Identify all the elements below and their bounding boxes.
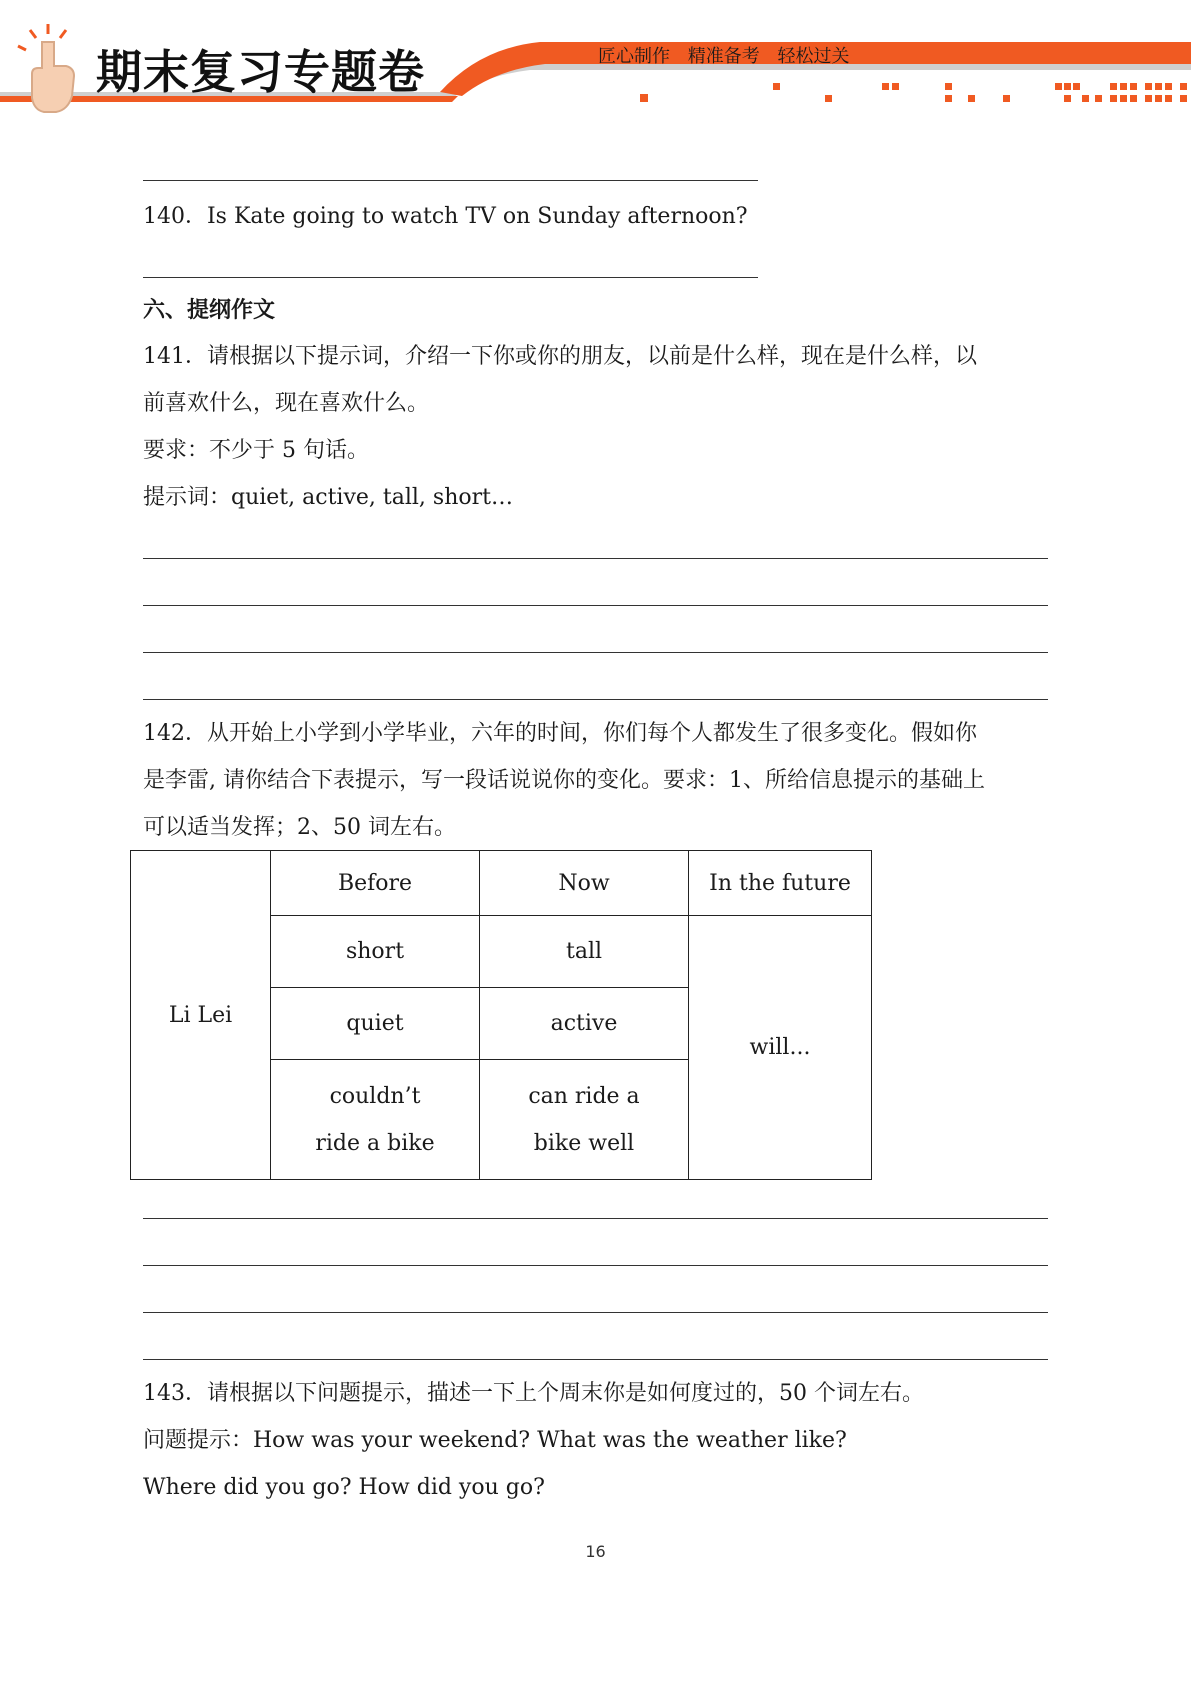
table-cell: couldn’t ride a bike: [270, 1059, 480, 1180]
change-table: [130, 850, 872, 1180]
table-header-future: In the future: [688, 850, 872, 916]
question-143-line3: Where did you go? How did you go?: [143, 1475, 545, 1500]
table-name-cell: Li Lei: [130, 850, 271, 1180]
answer-line: [143, 1218, 1048, 1219]
answer-line: [143, 605, 1048, 606]
question-140: 140．Is Kate going to watch TV on Sunday afternoon?: [143, 204, 748, 229]
question-142-line2: 是李雷, 请你结合下表提示，写一段话说说你的变化。要求：1、所给信息提示的基础上: [143, 768, 985, 793]
question-142-line3: 可以适当发挥；2、50 词左右。: [143, 815, 456, 840]
answer-line: [143, 558, 1048, 559]
question-141-keywords: 提示词：quiet, active, tall, short…: [143, 485, 513, 510]
answer-line: [143, 652, 1048, 653]
header-title: 期末复习专题卷: [96, 45, 425, 99]
page-number: 16: [585, 1542, 606, 1561]
question-141-line2: 前喜欢什么，现在喜欢什么。: [143, 391, 430, 416]
answer-line: [143, 1312, 1048, 1313]
question-142-line1: 142．从开始上小学到小学毕业，六年的时间，你们每个人都发生了很多变化。假如你: [143, 721, 977, 746]
answer-line: [143, 1265, 1048, 1266]
table-cell: tall: [479, 915, 689, 988]
table-cell: quiet: [270, 987, 480, 1060]
table-cell: active: [479, 987, 689, 1060]
question-143-line1: 143．请根据以下问题提示，描述一下上个周末你是如何度过的，50 个词左右。: [143, 1381, 924, 1406]
header-slogan: 匠心制作 精准备考 轻松过关: [598, 46, 850, 67]
table-header-before: Before: [270, 850, 480, 916]
answer-line: [143, 180, 758, 181]
answer-line: [143, 699, 1048, 700]
table-future-cell: will...: [688, 915, 872, 1180]
answer-line: [143, 1359, 1048, 1360]
table-cell: can ride a bike well: [479, 1059, 689, 1180]
section-heading: 六、提纲作文: [143, 298, 276, 323]
answer-line: [143, 277, 758, 278]
question-141-requirement: 要求：不少于 5 句话。: [143, 438, 369, 463]
question-143-line2: 问题提示：How was your weekend? What was the weather like?: [143, 1428, 847, 1453]
table-cell: short: [270, 915, 480, 988]
hand-pointing-icon: [8, 18, 88, 118]
question-141-line1: 141．请根据以下提示词，介绍一下你或你的朋友，以前是什么样，现在是什么样，以: [143, 344, 977, 369]
table-header-now: Now: [479, 850, 689, 916]
page-header: [0, 0, 1191, 120]
